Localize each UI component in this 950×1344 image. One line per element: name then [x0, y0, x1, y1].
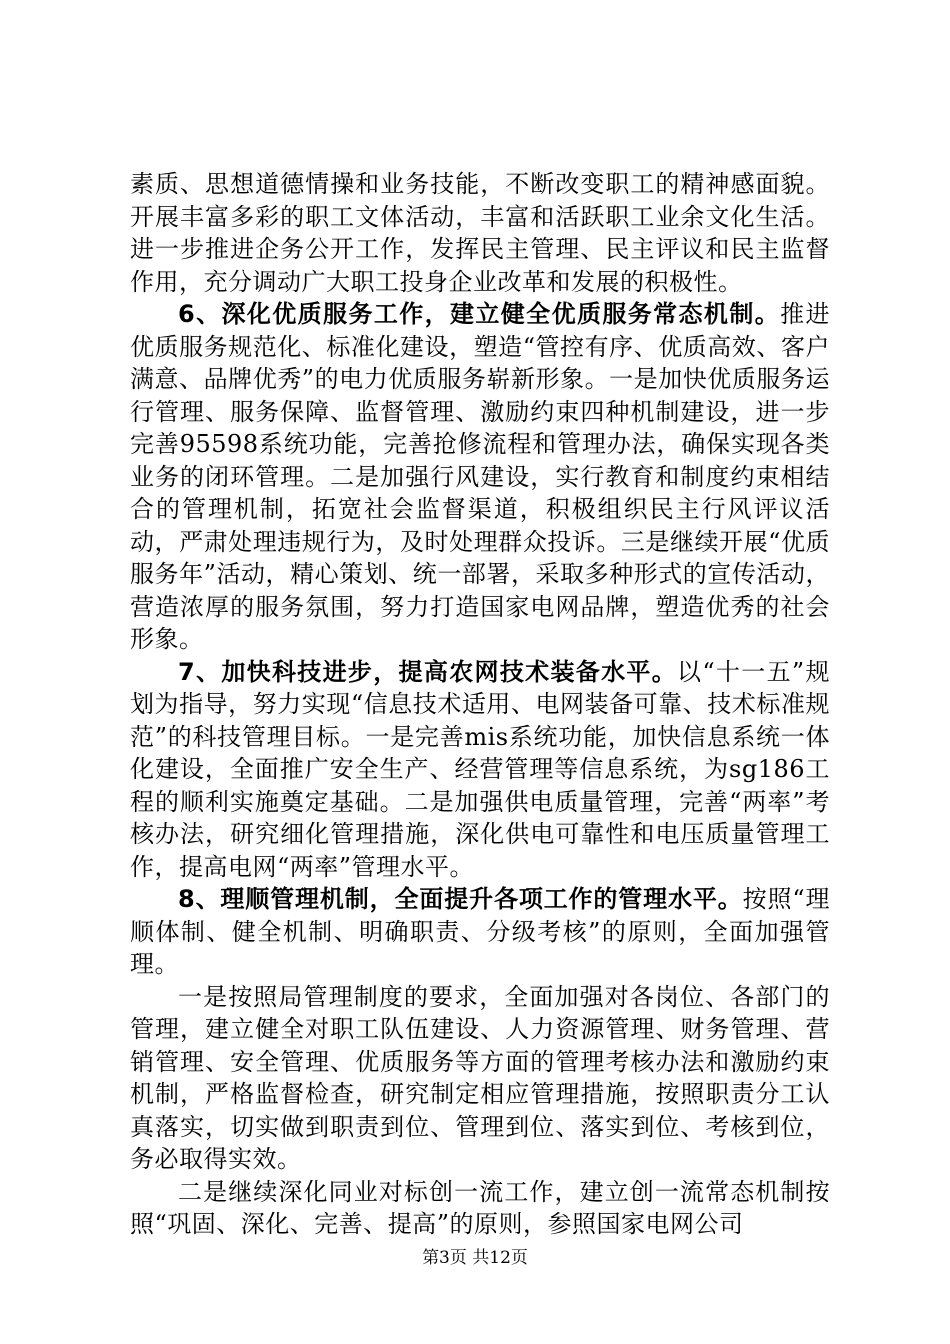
paragraph-6: [130, 1176, 830, 1241]
paragraph-text: 二是继续深化同业对标创一流工作，建立创一流常态机制按照“巩固、深化、完善、提高”的原则，参照国家电网公司: [130, 1177, 830, 1238]
paragraph-text: 按照“理顺体制、健全机制、明确职责、分级考核”的原则，全面加强管理。: [130, 885, 830, 978]
section-heading-6: 6、深化优质服务工作，建立健全优质服务常态机制。: [178, 300, 781, 328]
paragraph-4: [130, 883, 830, 981]
paragraph-text: 以“十一五”规划为指导，努力实现“信息技术适用、电网装备可靠、技术标准规范”的科技管理目标。一是完善mis系统功能，加快信息系统一体化建设，全面推广安全生产、经营管理等信息系统，为sg186工程的顺利实施奠定基础。二是加强供电质量管理，完善“两率”考核办法，研究细化管理措施，深化供电可靠性和电压质量管理工作，提高电网“两率”管理水平。: [130, 657, 830, 881]
paragraph-text: 推进优质服务规范化、标准化建设，塑造“管控有序、优质高效、客户满意、品牌优秀”的电力优质服务崭新形象。一是加快优质服务运行管理、服务保障、监督管理、激励约束四种机制建设，进一步完善95598系统功能，完善抢修流程和管理办法，确保实现各类业务的闭环管理。二是加强行风建设，实行教育和制度约束相结合的管理机制，拓宽社会监督渠道，积极组织民主行风评议活动，严肃处理违规行为，及时处理群众投诉。三是继续开展“优质服务年”活动，精心策划、统一部署，采取多种形式的宣传活动，营造浓厚的服务氛围，努力打造国家电网品牌，塑造优秀的社会形象。: [130, 300, 831, 653]
document-body: [130, 168, 830, 1241]
section-heading-7: 7、加快科技进步，提高农网技术装备水平。: [178, 657, 678, 686]
paragraph-text: 素质、思想道德情操和业务技能，不断改变职工的精神感面貌。开展丰富多彩的职工文体活动，丰富和活跃职工业余文化生活。进一步推进企务公开工作，发挥民主管理、民主评议和民主监督作用，充分调动广大职工投身企业改革和发展的积极性。: [130, 170, 830, 296]
page-footer: [0, 1243, 950, 1268]
paragraph-text: 一是按照局管理制度的要求，全面加强对各岗位、各部门的管理，建立健全对职工队伍建设、人力资源管理、财务管理、营销管理、安全管理、优质服务等方面的管理考核办法和激励约束机制，严格监督检查，研究制定相应管理措施，按照职责分工认真落实，切实做到职责到位、管理到位、落实到位、考核到位，务必取得实效。: [130, 982, 830, 1173]
section-heading-8: 8、理顺管理机制，全面提升各项工作的管理水平。: [178, 885, 743, 913]
page-number: 第3页 共12页: [422, 1248, 528, 1268]
paragraph-5: [130, 981, 830, 1176]
paragraph-2: [130, 298, 830, 656]
paragraph-1: [130, 168, 830, 298]
paragraph-3: [130, 656, 830, 884]
